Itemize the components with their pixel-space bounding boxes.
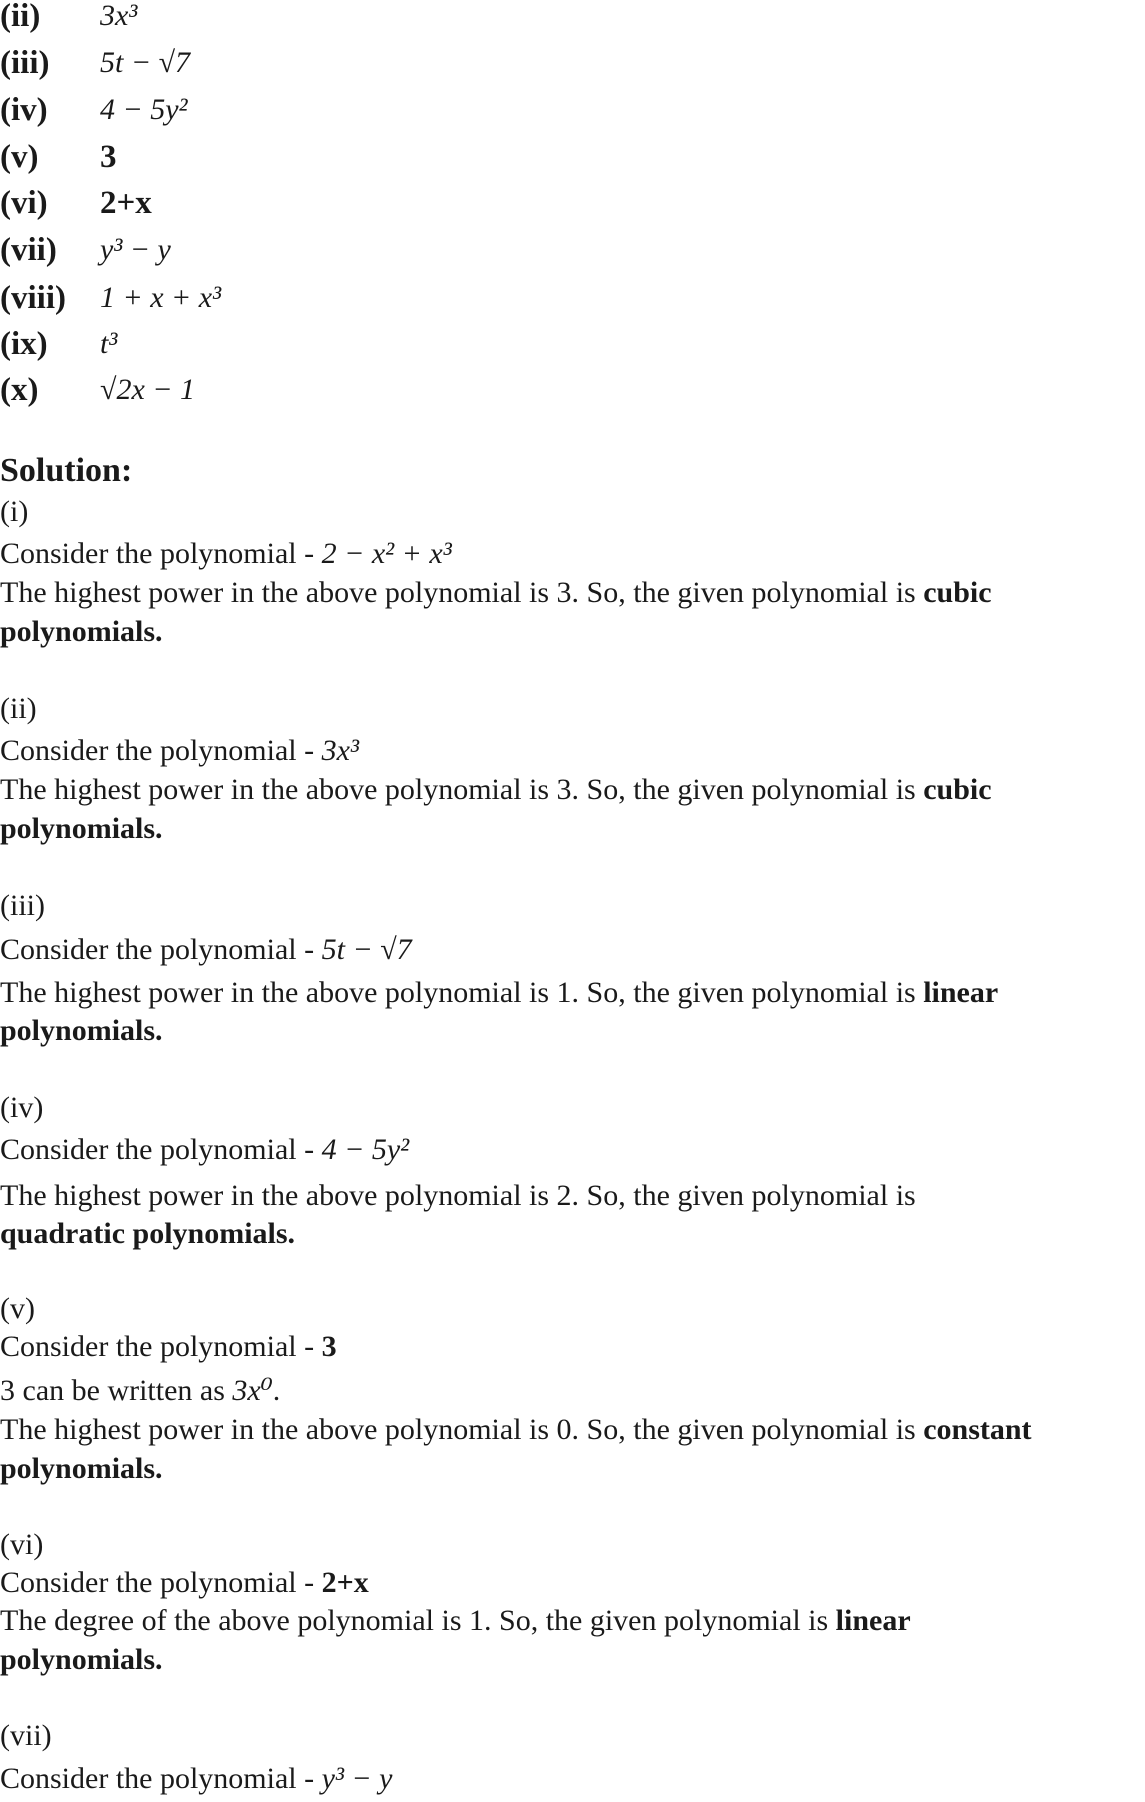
polynomial-type: cubic	[923, 773, 992, 806]
polynomial-expression: 2 − x² + x³	[321, 537, 452, 570]
polynomial-type-continuation: polynomials.	[0, 1014, 163, 1047]
explanation-line	[0, 773, 992, 807]
consider-line	[0, 933, 412, 967]
polynomial-type: linear	[923, 976, 999, 1009]
polynomial-expression: y³ − y	[321, 1762, 393, 1795]
solution-label: (ii)	[0, 692, 37, 725]
explanation-text: The highest power in the above polynomial is 3. So, the given polynomial is	[0, 773, 924, 806]
polynomial-type: quadratic polynomials.	[0, 1217, 296, 1250]
explanation-line	[0, 1604, 911, 1638]
solution-label: (iv)	[0, 1091, 44, 1124]
polynomial-type-continuation: polynomials.	[0, 812, 163, 845]
consider-line	[0, 537, 452, 571]
consider-text: Consider the polynomial -	[0, 933, 322, 966]
exercise-label: (viii)	[0, 280, 66, 316]
consider-line	[0, 1133, 409, 1167]
exercise-label: (v)	[0, 139, 39, 175]
exercise-expression: t³	[100, 327, 118, 360]
solution-heading: Solution:	[0, 452, 133, 489]
exercise-label: (iii)	[0, 45, 50, 81]
exercise-label: (x)	[0, 372, 39, 408]
consider-text: Consider the polynomial -	[0, 1330, 322, 1363]
exercise-expression: 3x³	[100, 0, 138, 32]
solution-label: (iii)	[0, 889, 45, 922]
exercise-expression: y³ − y	[100, 233, 171, 266]
explanation-text: The highest power in the above polynomial is 0. So, the given polynomial is	[0, 1413, 924, 1446]
exercise-label: (vii)	[0, 232, 57, 268]
explanation-line	[0, 576, 992, 610]
consider-text: Consider the polynomial -	[0, 1762, 322, 1795]
exercise-label: (ii)	[0, 0, 41, 34]
consider-text: Consider the polynomial -	[0, 1566, 322, 1599]
exercise-label: (iv)	[0, 92, 48, 128]
polynomial-expression: 3	[321, 1330, 337, 1363]
note-text: 3 can be written as	[0, 1374, 233, 1407]
exercise-label: (vi)	[0, 185, 48, 221]
consider-line	[0, 734, 359, 768]
solution-label: (i)	[0, 495, 29, 528]
exercise-expression: 1 + x + x³	[100, 281, 222, 314]
polynomial-type-continuation: polynomials.	[0, 615, 163, 648]
exercise-expression: 5t − √7	[100, 46, 191, 79]
polynomial-expression: 5t − √7	[321, 933, 412, 966]
note-line	[0, 1374, 280, 1408]
polynomial-expression: 4 − 5y²	[321, 1133, 410, 1166]
polynomial-type: cubic	[923, 576, 992, 609]
solution-label: (v)	[0, 1292, 35, 1325]
consider-text: Consider the polynomial -	[0, 734, 322, 767]
solution-label: (vi)	[0, 1528, 44, 1561]
polynomial-type-continuation: polynomials.	[0, 1643, 163, 1676]
explanation-line	[0, 976, 998, 1010]
explanation-text: The highest power in the above polynomial is 2. So, the given polynomial is	[0, 1179, 916, 1212]
consider-text: Consider the polynomial -	[0, 537, 322, 570]
note-expression: 3x⁰	[232, 1374, 273, 1407]
explanation-text: The degree of the above polynomial is 1. So, the given polynomial is	[0, 1604, 836, 1637]
exercise-expression: 2+x	[100, 185, 152, 221]
exercise-label: (ix)	[0, 326, 48, 362]
polynomial-type: constant	[923, 1413, 1032, 1446]
consider-line	[0, 1762, 393, 1796]
explanation-text: The highest power in the above polynomial is 3. So, the given polynomial is	[0, 576, 924, 609]
exercise-expression: √2x − 1	[100, 373, 196, 406]
note-suffix: .	[272, 1374, 281, 1407]
polynomial-type: linear	[835, 1604, 911, 1637]
polynomial-expression: 2+x	[321, 1566, 369, 1599]
exercise-expression: 4 − 5y²	[100, 93, 188, 126]
explanation-line	[0, 1413, 1032, 1447]
consider-line	[0, 1330, 337, 1364]
explanation-text: The highest power in the above polynomial is 1. So, the given polynomial is	[0, 976, 924, 1009]
polynomial-expression: 3x³	[321, 734, 359, 767]
consider-text: Consider the polynomial -	[0, 1133, 322, 1166]
polynomial-type-continuation: polynomials.	[0, 1452, 163, 1485]
solution-label: (vii)	[0, 1719, 52, 1752]
consider-line	[0, 1566, 369, 1600]
exercise-expression: 3	[100, 139, 117, 175]
